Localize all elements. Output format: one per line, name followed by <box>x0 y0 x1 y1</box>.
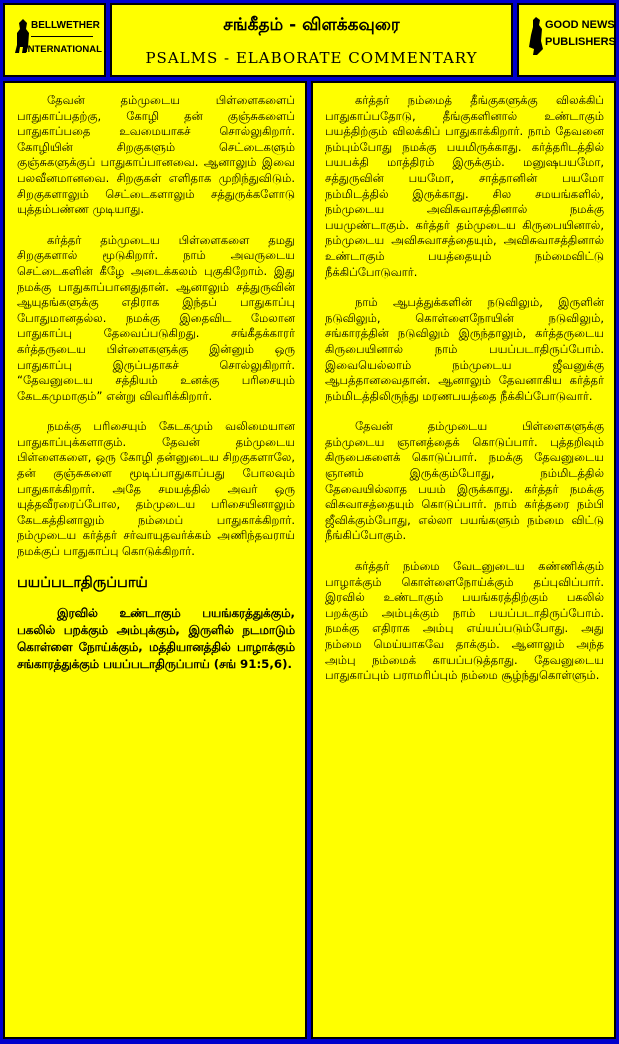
good-news-logo <box>517 3 616 77</box>
bellwether-logo <box>3 3 106 77</box>
right-paragraph-2: நாம் ஆபத்துக்களின் நடுவிலும், இருளின் நடுவிலும், கொள்ளைநோயின் நடுவிலும், சங்காரத்தின் நடுவிலும் இருந்தாலும், கர்த்தருடைய கிருபையினால் நாம் பயப்படாதிருப்போம். இவையெல்லாம் நம்முடைய ஜீவனுக்கு ஆபத்தானவைதான். ஆனாலும் தேவனாகிய கர்த்தர் நம்மிடத்திலிருந்து மரணபயத்தை நீக்கிப்போடுவார். <box>325 295 604 403</box>
right-paragraph-3: தேவன் தம்முடைய பிள்ளைகளுக்கு தம்முடைய ஞானத்தைக் கொடுப்பார். புத்தறிவும் கிருபைகளைக் கொடுப்பார். நமக்கு தேவனுடைய ஞானம் இருக்கும்போது, நம்மிடத்தில் தேவையில்லாத பயம் இருக்காது. கர்த்தர் நமக்கு விசுவாசத்தையும் கொடுப்பார். நாம் கர்த்தரை நம்பி ஜீவிக்கும்போது, எல்லா பயங்களும் நம்மை விட்டு நீங்கிப்போகும். <box>325 419 604 543</box>
page-title-english: PSALMS - ELABORATE COMMENTARY <box>145 49 478 67</box>
logo-right-line1: GOOD NEWS <box>545 19 615 31</box>
title-box <box>110 3 513 77</box>
left-paragraph-3: நமக்கு பரிசையும் கேடகமும் வலிமையான பாதுகாப்புக்களாகும். தேவன் தம்முடைய பிள்ளைகளை, ஒரு கோழி தன்னுடைய சிறகுகளாலே, தன் குஞ்சுகளை மூடிப்பாதுகாப்பது போலவும் பாதுகாக்கிறார். அதே சமயத்தில் அவர் ஒரு யுத்தவீரரைப்போல, தம்முடைய பரிசையினாலும் கேடகத்தினாலும் நம்மைப் பாதுகாக்கிறார். நம்முடைய கர்த்தர் சர்வாயுதவர்க்கம் அணிந்தவராய் நமக்குப் பாதுகாப்பு கொடுக்கிறார். <box>17 419 295 559</box>
right-paragraph-1: கர்த்தர் நம்மைத் தீங்குகளுக்கு விலக்கிப் பாதுகாப்பதோடு, தீங்குகளினால் உண்டாகும் பயத்திற்கும் விலக்கிப் பாதுகாக்கிறார். நாம் தேவனை நம்பும்போது நமக்கு பயமிருக்காது. கர்த்தரிடத்தில் பயபக்தி மாத்திரம் இருக்கும். மனுஷபயமோ, சத்துருவின் பயமோ, சாத்தானின் பயமோ நம்மிடத்தில் இருக்காது. சில சமயங்களில், நம்முடைய அவிசுவாசத்தினால் நமக்கு பயமுண்டாகும். கர்த்தர் தம்முடைய கிருபையினால், நம்முடைய அவிசுவாசத்தையும், அவிசுவாசத்தினால் உண்டாகும் பயத்தையும் நம்மைவிட்டு நீக்கிப்போடுவார். <box>325 93 604 279</box>
good-news-reader-icon <box>525 15 545 57</box>
header <box>3 3 616 77</box>
left-column <box>3 81 307 1039</box>
right-column <box>311 81 616 1039</box>
left-paragraph-2: கர்த்தர் தம்முடைய பிள்ளைகளை தமது சிறகுகளால் மூடுகிறார். நாம் அவருடைய செட்டைகளின் கீழே அடைக்கலம் புகுகிறோம். இது நமக்கு பாதுகாப்பானதுதான். ஆனாலும் சத்துருவின் ஆயுதங்களுக்கு எதிராக இந்தப் பாதுகாப்பு போதுமானதல்ல. நமக்கு இதைவிட மேலான பாதுகாப்பு தேவைப்படுகிறது. சங்கீதக்காரர் கர்த்தருடைய பிள்ளைகளுக்கு இன்னும் ஒரு பாதுகாப்பு இருப்பதாகச் சொல்லுகிறார். “தேவனுடைய சத்தியம் உனக்கு பரிசையும் கேடகமுமாகும்” என்று விவரிக்கிறார். <box>17 232 295 403</box>
section-title: பயப்படாதிருப்பாய் <box>17 574 148 591</box>
left-paragraph-1: தேவன் தம்முடைய பிள்ளைகளைப் பாதுகாப்பதற்கு, கோழி தன் குஞ்சுகளைப் பாதுகாப்பதை உவமையாகச் சொல்லுகிறார். கோழியின் சிறகுகளும் செட்டைகளும் குஞ்சுகளுக்குப் பாதுகாப்பானவை. ஆனாலும் இவை பலவீனமானவை. சிறகுகள் எளிதாக முறிந்துவிடும். சிறகுகளாலும் செட்டைகளாலும் சத்துருக்களோடு யுத்தம்பண்ண முடியாது. <box>17 93 295 217</box>
right-paragraph-4: கர்த்தர் நம்மை வேடனுடைய கண்ணிக்கும் பாழாக்கும் கொள்ளைநோய்க்கும் தப்புவிப்பார். இரவில் உண்டாகும் பயங்கரத்திற்கும் பகலில் பறக்கும் அம்புக்கும் நாம் பயப்படாதிருப்போம். நமக்கு எதிராக அம்பு எய்யப்படும்போது. அது நம்மை மெய்யாகவே தாக்கும். ஆனாலும் அந்த அம்பு நம்மைக் காயப்படுத்தாது. தேவனுடைய பாதுகாப்பும் பராமரிப்பும் நம்மை சூழ்ந்துகொள்ளும். <box>325 559 604 683</box>
page-title-tamil: சங்கீதம் - விளக்கவுரை <box>223 15 400 35</box>
logo-right-line2: PUBLISHERS <box>545 36 616 48</box>
logo-left-line1: BELLWETHER <box>31 20 100 31</box>
logo-left-line2: INTERNATIONAL <box>25 44 102 55</box>
scripture-verse: இரவில் உண்டாகும் பயங்கரத்துக்கும், பகலில் பறக்கும் அம்புக்கும், இருளில் நடமாடும் கொள்ளை நோய்க்கும், மத்தியானத்தில் பாழாக்கும் சங்காரத்துக்கும் பயப்படாதிருப்பாய் (சங் 91:5,6). <box>17 605 295 671</box>
